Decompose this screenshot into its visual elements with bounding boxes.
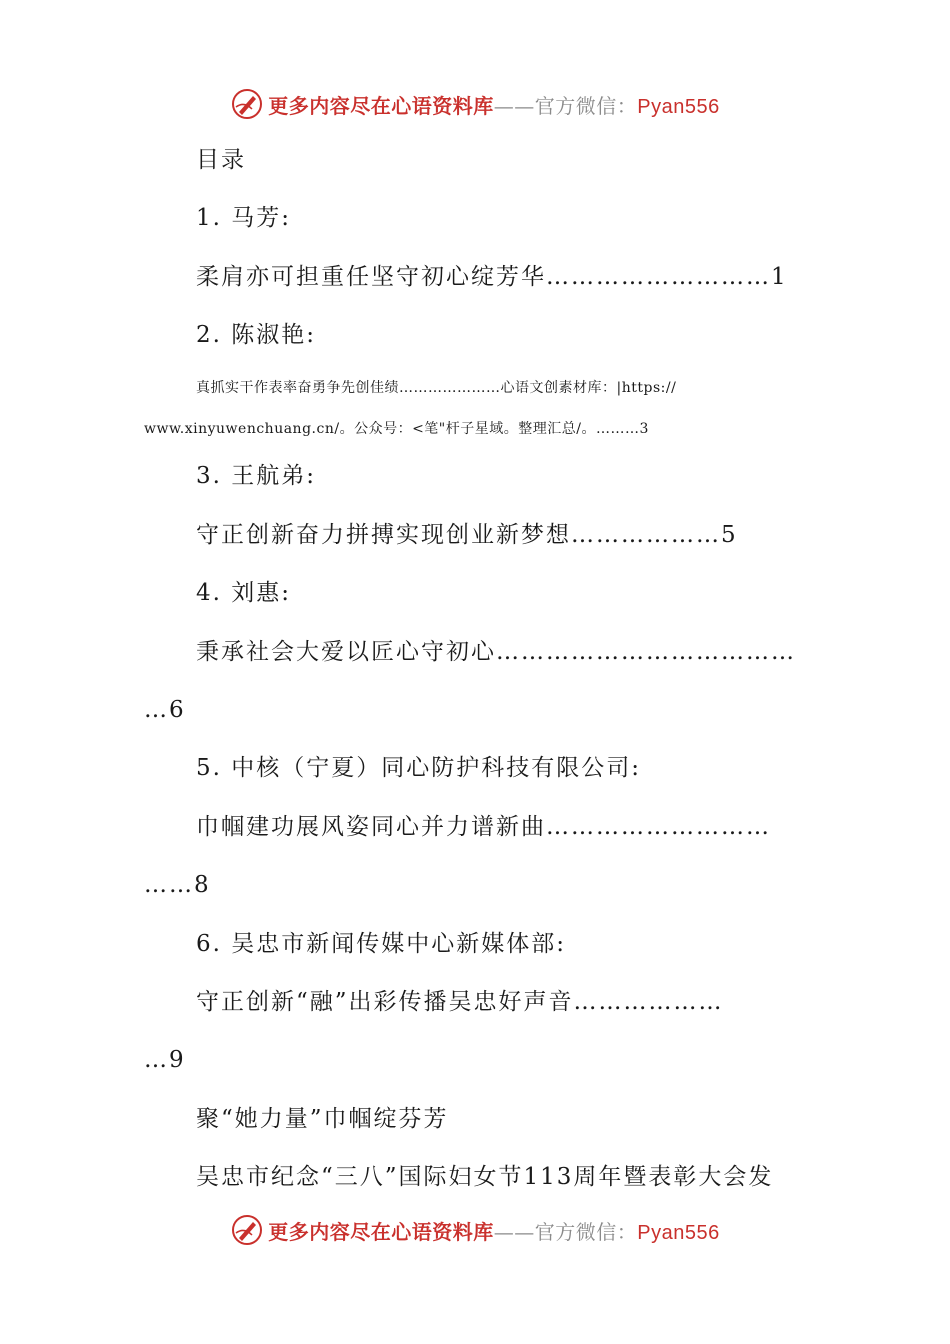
watermark-banner-bottom bbox=[0, 1210, 950, 1250]
toc-entry-text: 柔肩亦可担重任坚守初心绽芳华………………………1 bbox=[196, 264, 788, 290]
toc-entry-text: 守正创新“融”出彩传播吴忠好声音……………… bbox=[196, 989, 724, 1015]
toc-entry-text-cont: ……8 bbox=[144, 872, 211, 898]
watermark-gray-text: 官方微信： bbox=[534, 93, 638, 118]
toc-entry-text-small-cont: www.xinyuwenchuang.cn/。公众号：<笔"杆子星域。整理汇总/。………3 bbox=[144, 421, 649, 437]
watermark-id: Pyan556 bbox=[637, 1221, 720, 1244]
toc-entry-text-cont: …6 bbox=[144, 697, 186, 723]
toc-title: 目录 bbox=[196, 147, 246, 173]
watermark-red-text: 更多内容尽在心语资料库 bbox=[268, 93, 494, 118]
watermark-id: Pyan556 bbox=[637, 95, 720, 118]
closing-title: 聚“她力量”巾帼绽芬芳 bbox=[196, 1106, 449, 1132]
toc-entry-text: 巾帼建功展风姿同心并力谱新曲……………………… bbox=[196, 814, 771, 840]
watermark-dash: —— bbox=[493, 93, 535, 118]
pen-seal-logo-icon bbox=[230, 87, 264, 121]
toc-entry-text-cont: …9 bbox=[144, 1047, 186, 1073]
toc-entry-heading: 3. 王航弟: bbox=[196, 463, 317, 489]
toc-entry-text-small: 真抓实干作表率奋勇争先创佳绩…………………心语文创素材库：|https:// bbox=[196, 380, 677, 396]
toc-entry-text: 秉承社会大爱以匠心守初心……………………………… bbox=[196, 639, 796, 665]
toc-entry-heading: 1. 马芳: bbox=[196, 205, 292, 231]
toc-entry-heading: 5. 中核（宁夏）同心防护科技有限公司: bbox=[196, 755, 642, 781]
toc-entry-heading: 2. 陈淑艳: bbox=[196, 322, 317, 348]
closing-text: 吴忠市纪念“三八”国际妇女节113周年暨表彰大会发 bbox=[196, 1164, 774, 1190]
watermark-dash: —— bbox=[493, 1219, 535, 1244]
watermark-banner-top bbox=[0, 84, 950, 124]
watermark-text bbox=[268, 90, 719, 119]
toc-entry-heading: 4. 刘惠: bbox=[196, 580, 292, 606]
pen-seal-logo-icon bbox=[230, 1213, 264, 1247]
watermark-red-text: 更多内容尽在心语资料库 bbox=[268, 1219, 494, 1244]
watermark-text bbox=[268, 1216, 719, 1245]
toc-entry-text: 守正创新奋力拼搏实现创业新梦想………………5 bbox=[196, 522, 738, 548]
watermark-gray-text: 官方微信： bbox=[534, 1219, 638, 1244]
toc-entry-heading: 6. 吴忠市新闻传媒中心新媒体部: bbox=[196, 931, 567, 957]
